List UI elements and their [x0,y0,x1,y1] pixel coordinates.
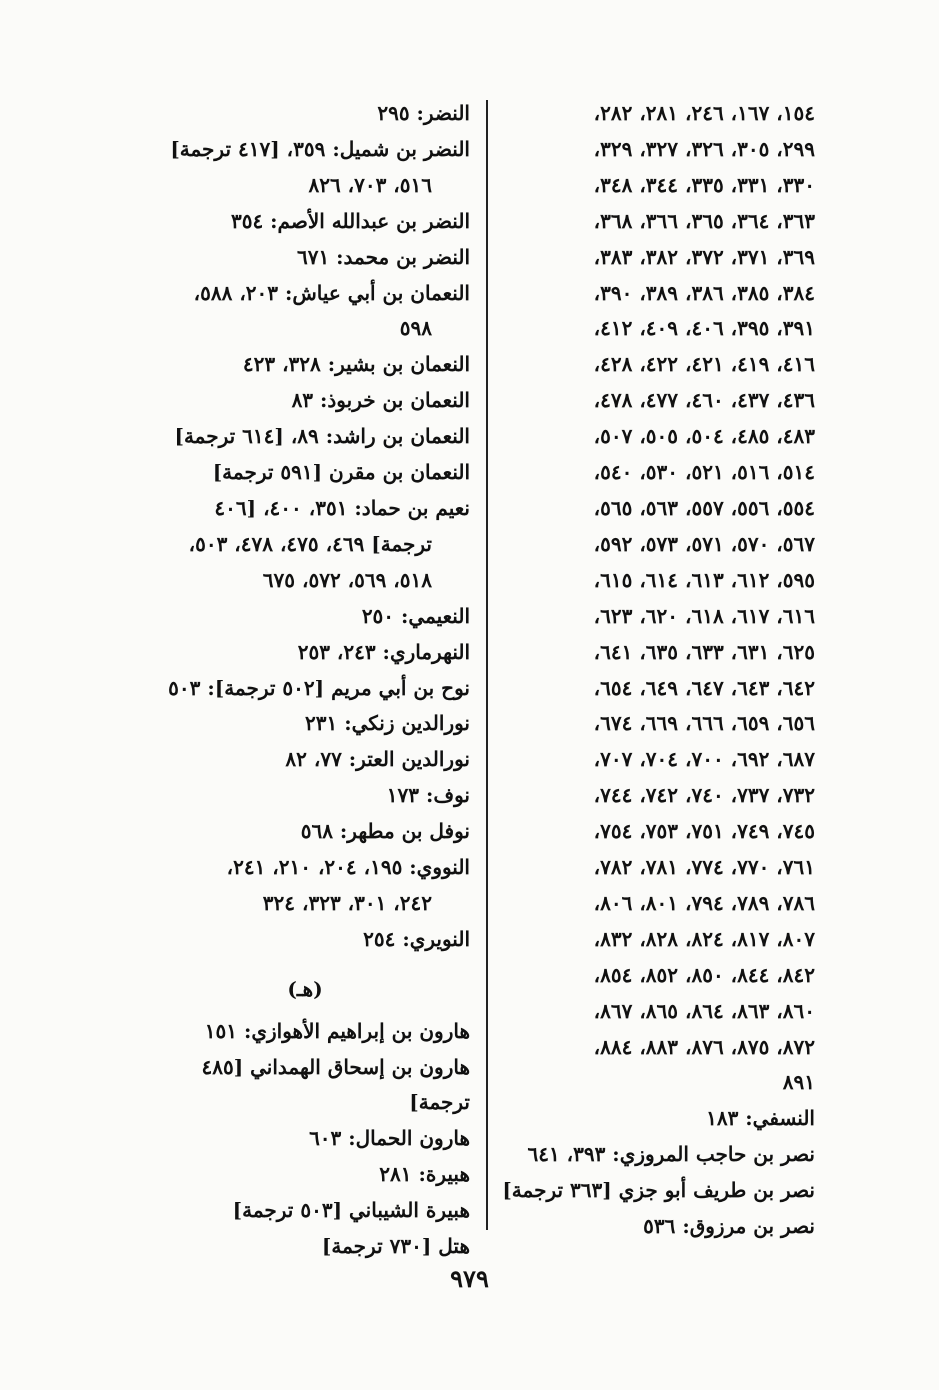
number-line: ٦٨٧، ٦٩٢، ٧٠٠، ٧٠٤، ٧٠٧، [593,747,815,772]
number-line: ٥٩٥، ٦١٢، ٦١٣، ٦١٤، ٦١٥، [593,567,815,592]
index-entry: نصر بن حاجب المروزي: ٣٩٣، ٦٤١ [527,1142,815,1167]
entry-line: نعيم بن حماد: ٣٥١، ٤٠٠، [٤٠٦ [214,495,470,520]
number-line: ٨٠٧، ٨١٧، ٨٢٤، ٨٢٨، ٨٣٢، [593,926,815,951]
index-entry: هتل [٧٣٠ ترجمة] [321,1234,470,1259]
index-entry [140,706,470,742]
number-line: ٧٨٦، ٧٨٩، ٧٩٤، ٨٠١، ٨٠٦، [593,890,815,915]
entry-line: النووي: ١٩٥، ٢٠٤، ٢١٠، ٢٤١، [226,855,470,880]
left-column [140,96,470,1265]
index-entry [140,850,470,922]
index-entry [140,240,470,276]
entry-line: النضر بن محمد: ٦٧١ [296,244,470,269]
index-entry [140,635,470,671]
index-entry [140,96,470,132]
index-entry [140,347,470,383]
entry-line: النعمان بن مقرن [٥٩١ ترجمة] [212,460,470,485]
number-line: ٨٤٢، ٨٤٤، ٨٥٠، ٨٥٢، ٨٥٤، [593,962,815,987]
number-line: ٦٤٢، ٦٤٣، ٦٤٧، ٦٤٩، ٦٥٤، [593,675,815,700]
index-entry [140,922,470,958]
number-line: ٤٣٦، ٤٣٧، ٤٦٠، ٤٧٧، ٤٧٨، [593,388,815,413]
entry-line: النعمان بن خربوذ: ٨٣ [291,388,470,413]
number-line: ٣٩١، ٣٩٥، ٤٠٦، ٤٠٩، ٤١٢، [593,316,815,341]
column-divider [486,100,488,1230]
entry-line: النعمان بن أبي عياش: ٢٠٣، ٥٨٨، [193,280,470,305]
entry-continuation: ترجمة] ٤٦٩، ٤٧٥، ٤٧٨، ٥٠٣، [188,531,432,556]
index-entry [140,276,470,348]
number-line: ٦٢٥، ٦٣١، ٦٣٣، ٦٣٥، ٦٤١، [593,639,815,664]
right-column [500,96,815,1245]
number-line: ٣٦٩، ٣٧١، ٣٧٢، ٣٨٢، ٣٨٣، [593,244,815,269]
entry-line: النعمان بن راشد: ٨٩، [٦١٤ ترجمة] [174,424,470,449]
number-line: ٧٤٥، ٧٤٩، ٧٥١، ٧٥٣، ٧٥٤، [593,819,815,844]
index-entry [140,671,470,707]
entry-line: نوف: ١٧٣ [386,783,470,808]
number-line: ٤١٦، ٤١٩، ٤٢١، ٤٢٢، ٤٢٨، [593,352,815,377]
number-line: ٥١٤، ٥١٦، ٥٢١، ٥٣٠، ٥٤٠، [593,460,815,485]
number-line-tail: ٨٩١ [782,1070,815,1095]
entry-line: النهرماري: ٢٤٣، ٢٥٣ [297,639,470,664]
number-line: ١٥٤، ١٦٧، ٢٤٦، ٢٨١، ٢٨٢، [593,101,815,125]
page-number: ٩٧٩ [450,1264,489,1293]
index-entry [140,778,470,814]
entry-continuation: ٥١٨، ٥٦٩، ٥٧٢، ٦٧٥ [262,567,432,592]
index-entry: النسفي: ١٨٣ [706,1106,815,1131]
entry-line: النضر: ٢٩٥ [377,101,470,125]
index-entry: هارون الحمال: ٦٠٣ [309,1126,470,1151]
entry-continuation: ٥١٦، ٧٠٣، ٨٢٦ [308,172,432,197]
number-line: ٧٣٢، ٧٣٧، ٧٤٠، ٧٤٢، ٧٤٤، [593,783,815,808]
number-line: ٣٦٣، ٣٦٤، ٣٦٥، ٣٦٦، ٣٦٨، [593,208,815,233]
entry-line: النعيمي: ٢٥٠ [361,603,470,628]
number-line: ٥٦٧، ٥٧٠، ٥٧١، ٥٧٣، ٥٩٢، [593,531,815,556]
number-line: ٢٩٩، ٣٠٥، ٣٢٦، ٣٢٧، ٣٢٩، [593,136,815,161]
number-line: ٨٧٢، ٨٧٥، ٨٧٦، ٨٨٣، ٨٨٤، [593,1034,815,1059]
index-entry [140,455,470,491]
index-entry [140,383,470,419]
entry-line: نوح بن أبي مريم [٥٠٢ ترجمة]: ٥٠٣ [168,675,470,700]
number-line: ٦١٦، ٦١٧، ٦١٨، ٦٢٠، ٦٢٣، [593,603,815,628]
entry-line: النضر بن عبدالله الأصم: ٣٥٤ [230,208,470,233]
entry-line: نورالدين زنكي: ٢٣١ [305,711,470,736]
index-entry: نصر بن مرزوق: ٥٣٦ [643,1214,815,1239]
index-entry [140,419,470,455]
entry-line: نورالدين العتر: ٧٧، ٨٢ [285,747,470,772]
entry-continuation: ٢٤٢، ٣٠١، ٣٢٣، ٣٢٤ [262,890,432,915]
section-heading: (هـ) [287,976,323,1001]
index-entry [140,814,470,850]
index-entry [140,204,470,240]
number-list [500,96,815,1101]
index-entry: هبيرة الشيباني [٥٠٣ ترجمة] [232,1198,470,1223]
number-line: ٦٥٦، ٦٥٩، ٦٦٦، ٦٦٩، ٦٧٤، [593,711,815,736]
index-entry: نصر بن طريف أبو جزي [٣٦٣ ترجمة] [502,1178,815,1203]
number-line: ٣٣٠، ٣٣١، ٣٣٥، ٣٤٤، ٣٤٨، [593,172,815,197]
entry-line: نوفل بن مطهر: ٥٦٨ [300,819,470,844]
index-entry: هارون بن إبراهيم الأهوازي: ١٥١ [204,1018,470,1043]
entry-line: النعمان بن بشير: ٣٢٨، ٤٢٣ [242,352,470,377]
number-line: ٥٥٤، ٥٥٦، ٥٥٧، ٥٦٣، ٥٦٥، [593,495,815,520]
index-entry [140,491,470,599]
index-entry [140,742,470,778]
number-line: ٣٨٤، ٣٨٥، ٣٨٦، ٣٨٩، ٣٩٠، [593,280,815,305]
entry-continuation: ٥٩٨ [399,316,432,341]
index-entry [140,599,470,635]
number-line: ٨٦٠، ٨٦٣، ٨٦٤، ٨٦٥، ٨٦٧، [593,998,815,1023]
index-entry [140,132,470,204]
index-entry: هارون بن إسحاق الهمداني [٤٨٥ ترجمة] [201,1054,470,1115]
index-entry: هبيرة: ٢٨١ [379,1162,470,1187]
number-line: ٤٨٣، ٤٨٥، ٥٠٤، ٥٠٥، ٥٠٧، [593,424,815,449]
entry-line: النويري: ٢٥٤ [363,926,470,951]
entry-line: النضر بن شميل: ٣٥٩، [٤١٧ ترجمة] [170,136,470,161]
number-line: ٧٦١، ٧٧٠، ٧٧٤، ٧٨١، ٧٨٢، [593,855,815,880]
